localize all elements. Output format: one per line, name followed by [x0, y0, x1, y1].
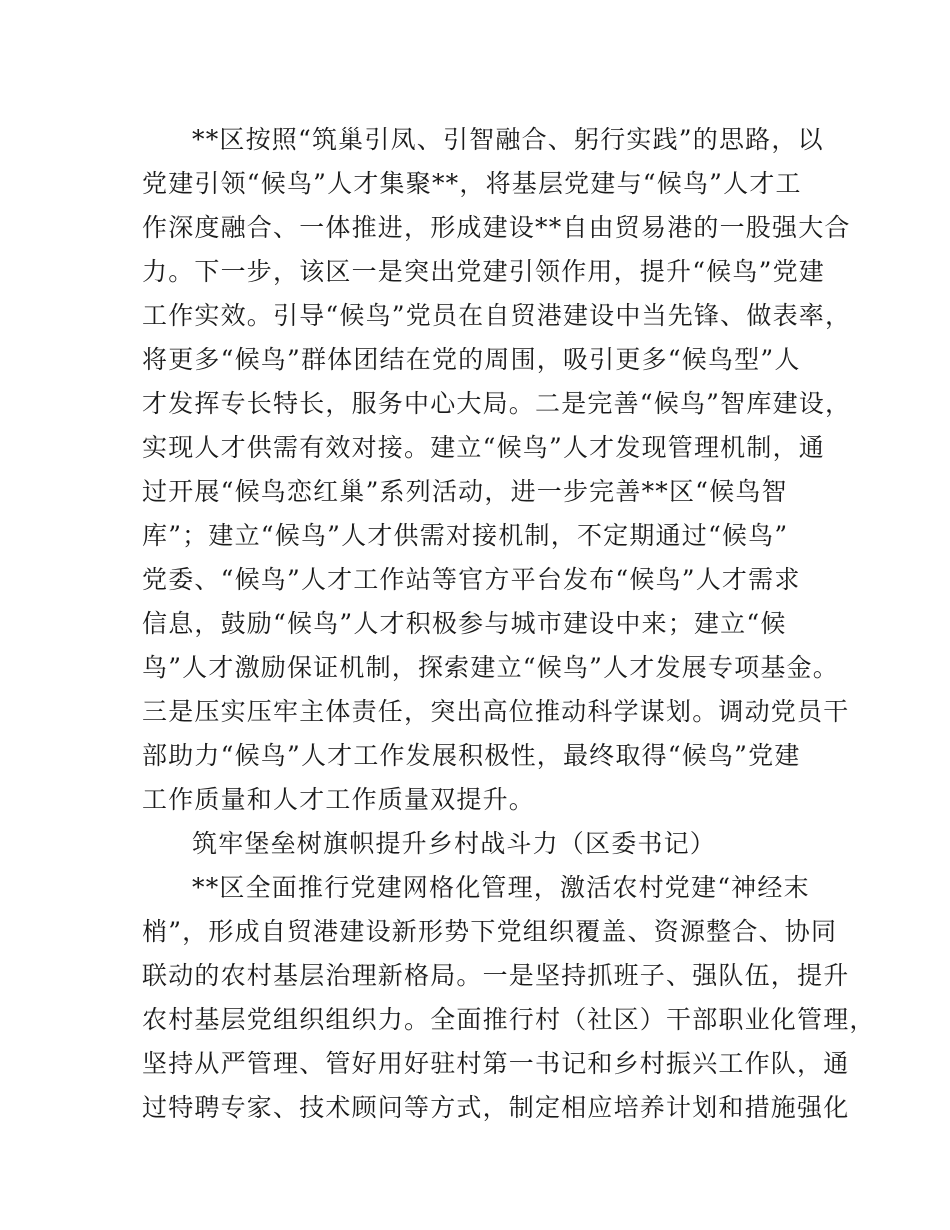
- text-line: 工作实效。引导“候鸟”党员在自贸港建设中当先锋、做表率，: [142, 301, 852, 330]
- document-page: [142, 118, 876, 1130]
- text-line: 联动的农村基层治理新格局。一是坚持抓班子、强队伍，提升: [142, 961, 850, 990]
- text-line: 过开展“候鸟恋红巢”系列活动，进一步完善**区“候鸟智: [142, 477, 788, 506]
- text-line: 党建引领“候鸟”人才集聚**，将基层党建与“候鸟”人才工: [142, 169, 802, 198]
- text-line: 三是压实压牢主体责任，突出高位推动科学谋划。调动党员干: [142, 697, 850, 726]
- section-heading: 筑牢堡垒树旗帜提升乡村战斗力（区委书记）: [192, 829, 717, 858]
- text-line: 坚持从严管理、管好用好驻村第一书记和乡村振兴工作队，通: [142, 1049, 850, 1078]
- text-line: 实现人才供需有效对接。建立“候鸟”人才发现管理机制，通: [142, 433, 825, 462]
- paragraph-rural-governance: [142, 866, 876, 1130]
- text-line: **区按照“筑巢引凤、引智融合、躬行实践”的思路，以: [192, 125, 824, 154]
- text-line: 才发挥专长特长，服务中心大局。二是完善“候鸟”智库建设，: [142, 389, 852, 418]
- text-line: 鸟”人才激励保证机制，探索建立“候鸟”人才发展专项基金。: [142, 653, 839, 682]
- text-line: **区全面推行党建网格化管理，激活农村党建“神经末: [192, 873, 810, 902]
- paragraph-houniao-talent: [142, 118, 852, 822]
- text-line: 将更多“候鸟”群体团结在党的周围，吸引更多“候鸟型”人: [142, 345, 801, 374]
- text-line: 力。下一步，该区一是突出党建引领作用，提升“候鸟”党建: [142, 257, 825, 286]
- text-line: 作深度融合、一体推进，形成建设**自由贸易港的一股强大合: [142, 213, 851, 242]
- text-line: 库”；建立“候鸟”人才供需对接机制，不定期通过“候鸟”: [142, 521, 789, 550]
- text-line: 信息，鼓励“候鸟”人才积极参与城市建设中来；建立“候: [142, 609, 787, 638]
- text-line: 部助力“候鸟”人才工作发展积极性，最终取得“候鸟”党建: [142, 741, 801, 770]
- text-line: 过特聘专家、技术顾问等方式，制定相应培养计划和措施强化: [142, 1093, 850, 1122]
- text-line: 党委、“候鸟”人才工作站等官方平台发布“候鸟”人才需求: [142, 565, 801, 594]
- text-line: 农村基层党组织组织力。全面推行村（社区）干部职业化管理，: [142, 1005, 876, 1034]
- text-line: 工作质量和人才工作质量双提升。: [142, 785, 536, 814]
- text-line: 梢”，形成自贸港建设新形势下党组织覆盖、资源整合、协同: [142, 917, 838, 946]
